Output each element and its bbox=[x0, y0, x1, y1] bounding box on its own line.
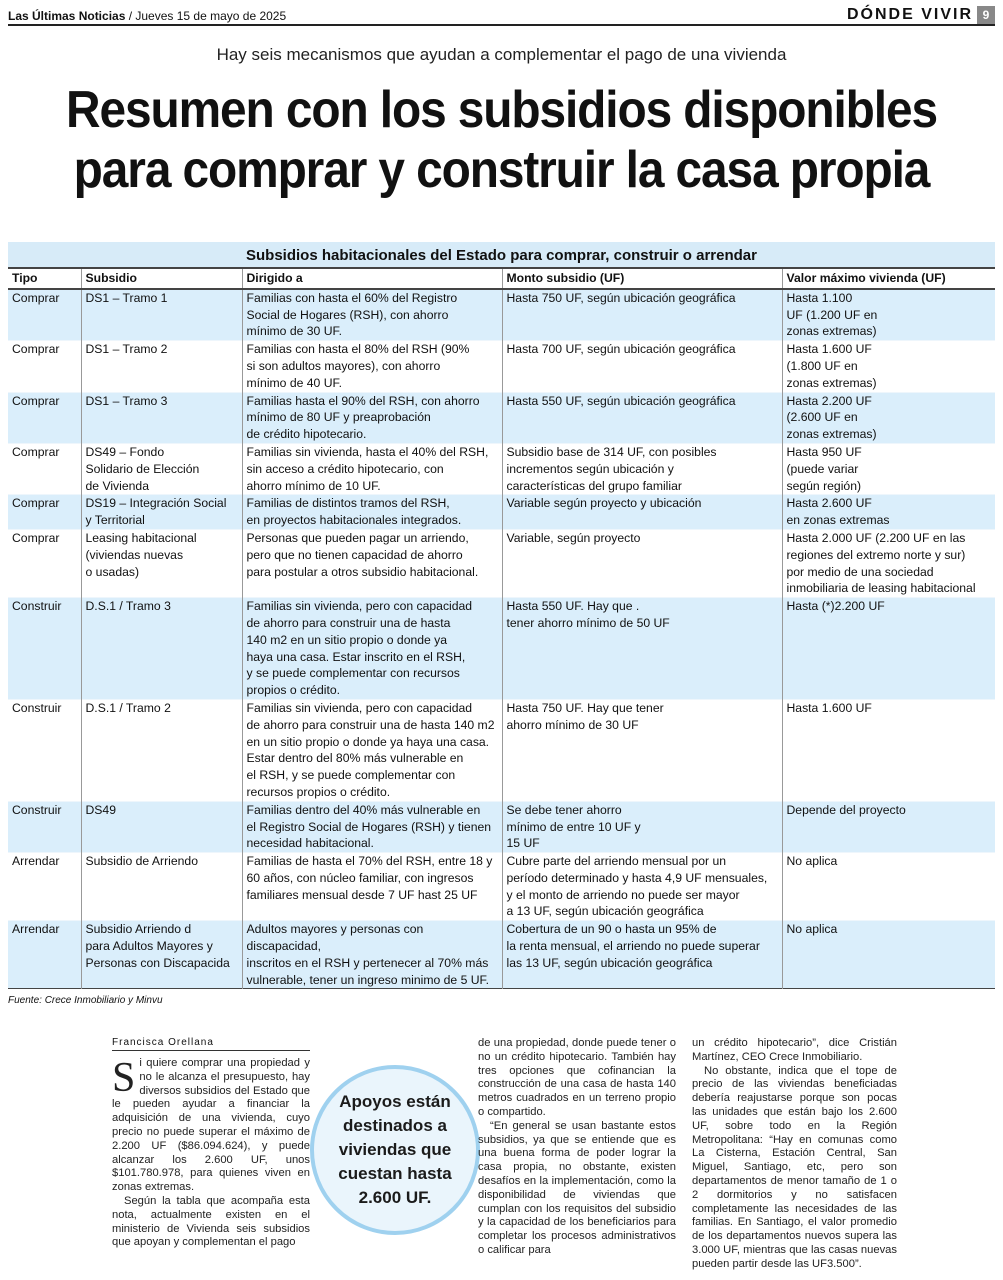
table-row bbox=[8, 801, 995, 852]
cell-valor: Hasta 1.100 UF (1.200 UF en zonas extremas) bbox=[782, 289, 995, 341]
table-row bbox=[8, 495, 995, 530]
table-row bbox=[8, 392, 995, 443]
cell-dirigido: Familias dentro del 40% más vulnerable en el Registro Social de Hogares (RSH) y tienen necesidad habitacional. bbox=[242, 801, 502, 852]
cell-tipo: Comprar bbox=[8, 341, 81, 392]
page-number: 9 bbox=[977, 6, 995, 24]
cell-tipo: Comprar bbox=[8, 495, 81, 530]
table-row bbox=[8, 443, 995, 494]
article-column-2 bbox=[478, 1037, 676, 1258]
table-row bbox=[8, 853, 995, 921]
cell-monto: Variable, según proyecto bbox=[502, 529, 782, 597]
cell-dirigido: Adultos mayores y personas con discapacidad, inscritos en el RSH y pertenecer al 70% más vulnerable, tener un ingreso minimo de 5 UF. bbox=[242, 921, 502, 989]
cell-dirigido: Familias sin vivienda, pero con capacidad de ahorro para construir una de hasta 140 m2 en un sitio propio o donde ya haya una casa. Estar dentro del 80% más vulnerable en el RSH, y se puede complementar con recursos propios o crédito. bbox=[242, 699, 502, 801]
cell-tipo: Arrendar bbox=[8, 853, 81, 921]
issue-date: / Jueves 15 de mayo de 2025 bbox=[125, 9, 287, 23]
headline bbox=[40, 80, 963, 200]
headline-line-2: para comprar y construir la casa propia bbox=[73, 141, 930, 199]
cell-subsidio: D.S.1 / Tramo 2 bbox=[81, 699, 242, 801]
newspaper-name: Las Últimas Noticias bbox=[8, 9, 126, 23]
subsidies-table-block bbox=[8, 242, 995, 1006]
byline: Francisca Orellana bbox=[112, 1037, 310, 1051]
cell-subsidio: DS19 – Integración Social y Territorial bbox=[81, 495, 242, 530]
cell-valor: Depende del proyecto bbox=[782, 801, 995, 852]
col-header-subsidio: Subsidio bbox=[81, 269, 242, 289]
cell-subsidio: D.S.1 / Tramo 3 bbox=[81, 598, 242, 700]
cell-monto: Variable según proyecto y ubicación bbox=[502, 495, 782, 530]
table-row bbox=[8, 529, 995, 597]
table-body bbox=[8, 289, 995, 989]
col-header-valor: Valor máximo vivienda (UF) bbox=[782, 269, 995, 289]
table-row bbox=[8, 598, 995, 700]
cell-valor: Hasta 2.000 UF (2.200 UF en las regiones del extremo norte y sur) por medio de una sociedad inmobiliaria de leasing habitacional bbox=[786, 530, 976, 596]
cell-valor: No aplica bbox=[782, 921, 995, 989]
paragraph: un crédito hipotecario”, dice Cristián Martínez, CEO Crece Inmobiliario. bbox=[692, 1037, 897, 1063]
table-row bbox=[8, 921, 995, 989]
section-name: DÓNDE VIVIR bbox=[846, 6, 973, 23]
cell-valor: Hasta 950 UF (puede variar según región) bbox=[786, 444, 862, 493]
article-column-1 bbox=[112, 1057, 310, 1250]
table-title: Subsidios habitacionales del Estado para comprar, construir o arrendar bbox=[8, 242, 995, 269]
paragraph: “En general se usan bastante estos subsidios, ya que se entiende que es una buena forma de poder lograr la casa propia, no obstante, existen desafíos en la implementación, como la disponibilidad de viviendas que cumplan con los requisitos del subsidio y la capacidad de los beneficiarios para completar los procesos administrativos o calificar para bbox=[478, 1119, 676, 1256]
cell-subsidio: DS1 – Tramo 2 bbox=[81, 341, 242, 392]
paragraph: No obstante, indica que el tope de precio de las viviendas beneficiadas debería reajustarse porque son pocas las unidades que están bajo los 2.600 UF, sobre todo en la Región Metropolitana: “Hay en comunas como La Cisterna, Estación Central, San Miguel, Santiago, etc, pero son departamentos de menor tamaño de 1 o 2 dormitorios y no satisfacen completamente las necesidades de las familias. En Santiago, el valor promedio de los departamentos nuevos supera las 3.000 UF, mientras que las casas nuevas pueden partir desde las UF3.500”. bbox=[692, 1064, 897, 1270]
masthead bbox=[8, 6, 995, 26]
cell-monto: Hasta 750 UF. Hay que tener ahorro mínimo de 30 UF bbox=[502, 699, 782, 801]
paragraph: Según la tabla que acompaña esta nota, actualmente existen en el ministerio de Vivienda seis subsidios que apoyan y complementan el pago bbox=[112, 1194, 310, 1249]
masthead-info bbox=[8, 9, 286, 23]
table-row bbox=[8, 699, 995, 801]
article-column-3 bbox=[692, 1037, 897, 1272]
cell-monto: Cobertura de un 90 o hasta un 95% de la renta mensual, el arriendo no puede superar las 13 UF, según ubicación geográfica bbox=[502, 921, 782, 989]
cell-dirigido: Familias de hasta el 70% del RSH, entre 18 y 60 años, con núcleo familiar, con ingresos familiares mensual desde 7 UF hast 25 UF bbox=[242, 853, 502, 921]
drop-cap: S bbox=[112, 1055, 136, 1101]
cell-dirigido: Familias sin vivienda, pero con capacidad de ahorro para construir una de hasta 140 m2 en un sitio propio o donde ya haya una casa. Estar inscrito en el RSH, y se puede complementar con recursos propios o crédito. bbox=[242, 598, 502, 700]
cell-subsidio: Leasing habitacional (viviendas nuevas o usadas) bbox=[81, 529, 242, 597]
kicker: Hay seis mecanismos que ayudan a complementar el pago de una vivienda bbox=[216, 45, 787, 64]
cell-tipo: Construir bbox=[8, 699, 81, 801]
article bbox=[0, 1035, 1003, 1280]
cell-monto: Hasta 700 UF, según ubicación geográfica bbox=[502, 341, 782, 392]
cell-valor: Hasta 1.600 UF bbox=[786, 700, 872, 715]
cell-subsidio: DS49 – Fondo Solidario de Elección de Vivienda bbox=[81, 443, 242, 494]
cell-subsidio: Subsidio de Arriendo bbox=[81, 853, 242, 921]
cell-valor: Hasta 2.200 UF (2.600 UF en zonas extremas) bbox=[782, 392, 995, 443]
paragraph bbox=[112, 1057, 310, 1195]
cell-tipo: Arrendar bbox=[8, 921, 81, 989]
cell-dirigido: Familias de distintos tramos del RSH, en proyectos habitacionales integrados. bbox=[242, 495, 502, 530]
cell-tipo: Comprar bbox=[8, 443, 81, 494]
cell-dirigido: Personas que pueden pagar un arriendo, pero que no tienen capacidad de ahorro para postular a otros subsidio habitacional. bbox=[242, 529, 502, 597]
col-header-monto: Monto subsidio (UF) bbox=[502, 269, 782, 289]
cell-dirigido: Familias hasta el 90% del RSH, con ahorro mínimo de 80 UF y preaprobación de crédito hipotecario. bbox=[242, 392, 502, 443]
cell-tipo: Comprar bbox=[8, 529, 81, 597]
cell-subsidio: DS1 – Tramo 3 bbox=[81, 392, 242, 443]
cell-monto: Se debe tener ahorro mínimo de entre 10 UF y 15 UF bbox=[502, 801, 782, 852]
cell-tipo: Comprar bbox=[8, 392, 81, 443]
cell-tipo: Construir bbox=[8, 801, 81, 852]
table-header-row bbox=[8, 269, 995, 289]
table-source: Fuente: Crece Inmobiliario y Minvu bbox=[8, 995, 163, 1007]
table-row bbox=[8, 341, 995, 392]
cell-dirigido: Familias sin vivienda, hasta el 40% del RSH, sin acceso a crédito hipotecario, con ahorro mínimo de 10 UF. bbox=[242, 443, 502, 494]
cell-subsidio: DS1 – Tramo 1 bbox=[81, 289, 242, 341]
section-label bbox=[847, 6, 995, 24]
cell-dirigido: Familias con hasta el 80% del RSH (90% si son adultos mayores), con ahorro mínimo de 40 UF. bbox=[242, 341, 502, 392]
headline-line-1: Resumen con los subsidios disponibles bbox=[66, 81, 937, 139]
cell-tipo: Construir bbox=[8, 598, 81, 700]
cell-monto: Hasta 750 UF, según ubicación geográfica bbox=[502, 289, 782, 341]
cell-tipo: Comprar bbox=[8, 289, 81, 341]
cell-dirigido: Familias con hasta el 60% del Registro Social de Hogares (RSH), con ahorro mínimo de 30 UF. bbox=[242, 289, 502, 341]
cell-monto: Cubre parte del arriendo mensual por un período determinado y hasta 4,9 UF mensuales, y el monto de arriendo no puede ser mayor a 13 UF, según ubicación geográfica bbox=[502, 853, 782, 921]
cell-valor: Hasta 2.600 UF en zonas extremas bbox=[782, 495, 995, 530]
cell-monto: Hasta 550 UF. Hay que . tener ahorro mínimo de 50 UF bbox=[502, 598, 782, 700]
col-header-dirigido: Dirigido a bbox=[242, 269, 502, 289]
cell-valor: Hasta (*)2.200 UF bbox=[782, 598, 995, 700]
subsidies-table bbox=[8, 269, 995, 989]
paragraph: de una propiedad, donde puede tener o no un crédito hipotecario. También hay tres opciones que cofinancian la construcción de una casa de hasta 140 metros cuadrados en un terreno propio o compartido. bbox=[478, 1037, 676, 1118]
paragraph-text: i quiere comprar una propiedad y no le alcanza el presupuesto, hay diversos subsidios del Estado que le pueden ayudar a financiar la adquisición de una vivienda, cuyo precio no puede superar el máximo de 2.200 UF ($86.094.624), y puede alcanzar los 2.600 UF, unos $101.780.978, para quienes viven en zonas extremas. bbox=[112, 1057, 310, 1194]
cell-monto: Hasta 550 UF, según ubicación geográfica bbox=[502, 392, 782, 443]
table-row bbox=[8, 289, 995, 341]
pull-quote: Apoyos están destinados a viviendas que cuestan hasta 2.600 UF. bbox=[310, 1065, 480, 1235]
cell-monto: Subsidio base de 314 UF, con posibles incrementos según ubicación y características del grupo familiar bbox=[502, 443, 782, 494]
cell-valor: No aplica bbox=[786, 854, 838, 869]
cell-valor: Hasta 1.600 UF (1.800 UF en zonas extremas) bbox=[786, 342, 877, 390]
cell-subsidio: Subsidio Arriendo d para Adultos Mayores y Personas con Discapacida bbox=[81, 921, 242, 989]
cell-subsidio: DS49 bbox=[81, 801, 242, 852]
col-header-tipo: Tipo bbox=[8, 269, 81, 289]
